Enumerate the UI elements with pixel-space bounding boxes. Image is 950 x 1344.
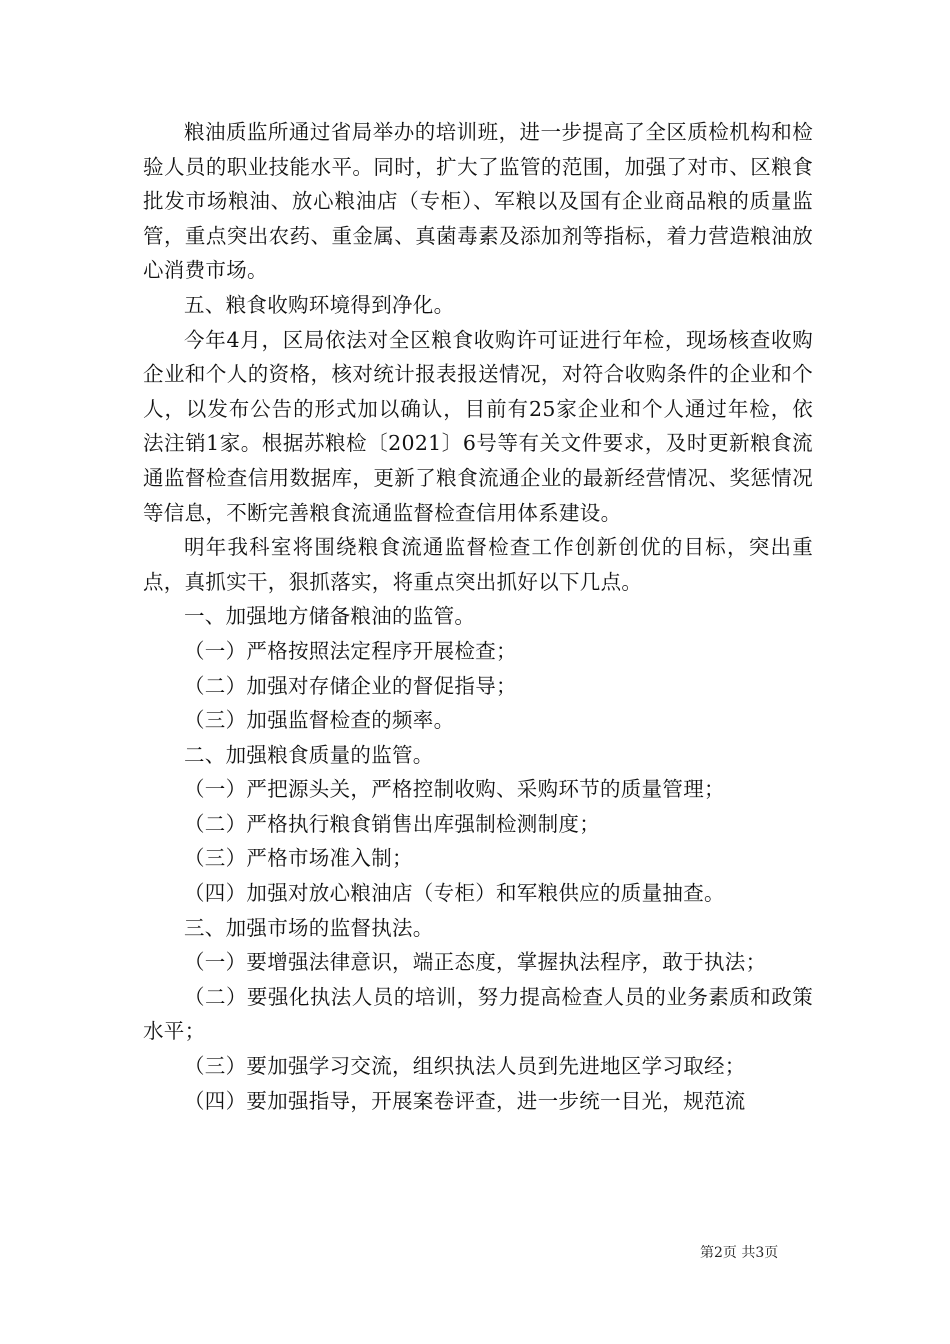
paragraph-quality-training: 粮油质监所通过省局举办的培训班，进一步提高了全区质检机构和检验人员的职业技能水平。同时，扩大了监管的范围，加强了对市、区粮食批发市场粮油、放心粮油店（专柜）、军粮以及国有企业商品粮的质量监管，重点突出农药、重金属、真菌毒素及添加剂等指标，着力营造粮油放心消费市场。 <box>143 120 813 283</box>
list-item: （一）要增强法律意识，端正态度，掌握执法程序，敢于执法； <box>184 950 767 975</box>
heading-item-one: 一、加强地方储备粮油的监管。 <box>184 604 476 629</box>
heading-item-three: 三、加强市场的监督执法。 <box>184 915 434 940</box>
document-body <box>143 115 813 1118</box>
list-item: （二）严格执行粮食销售出库强制检测制度； <box>184 811 600 836</box>
list-item: （一）严把源头关，严格控制收购、采购环节的质量管理； <box>184 777 725 802</box>
list-item: （四）加强对放心粮油店（专柜）和军粮供应的质量抽查。 <box>184 881 725 906</box>
list-item: （三）要加强学习交流，组织执法人员到先进地区学习取经； <box>184 1054 746 1079</box>
heading-item-two: 二、加强粮食质量的监管。 <box>184 742 434 767</box>
list-item: （四）要加强指导，开展案卷评查，进一步统一目光，规范流 <box>184 1088 746 1113</box>
paragraph-annual-inspection: 今年4月，区局依法对全区粮食收购许可证进行年检，现场核查收购企业和个人的资格，核对统计报表报送情况，对符合收购条件的企业和个人，以发布公告的形式加以确认，目前有25家企业和个人通过年检，依法注销1家。根据苏粮检〔2021〕6号等有关文件要求，及时更新粮食流通监督检查信用数据库，更新了粮食流通企业的最新经营情况、奖惩情况等信息，不断完善粮食流通监督检查信用体系建设。 <box>143 327 813 525</box>
list-item: （二）加强对存储企业的督促指导； <box>184 673 517 698</box>
list-item: （三）加强监督检查的频率。 <box>184 708 455 733</box>
list-item: （三）严格市场准入制； <box>184 846 413 871</box>
page-number-footer: 第2页 共3页 <box>700 1245 779 1261</box>
paragraph-next-year-plan: 明年我科室将围绕粮食流通监督检查工作创新创优的目标，突出重点，真抓实干，狠抓落实，将重点突出抓好以下几点。 <box>143 535 813 594</box>
list-item: （一）严格按照法定程序开展检查； <box>184 638 517 663</box>
heading-section-five: 五、粮食收购环境得到净化。 <box>184 292 455 317</box>
list-item: （二）要强化执法人员的培训，努力提高检查人员的业务素质和政策水平； <box>143 984 813 1044</box>
